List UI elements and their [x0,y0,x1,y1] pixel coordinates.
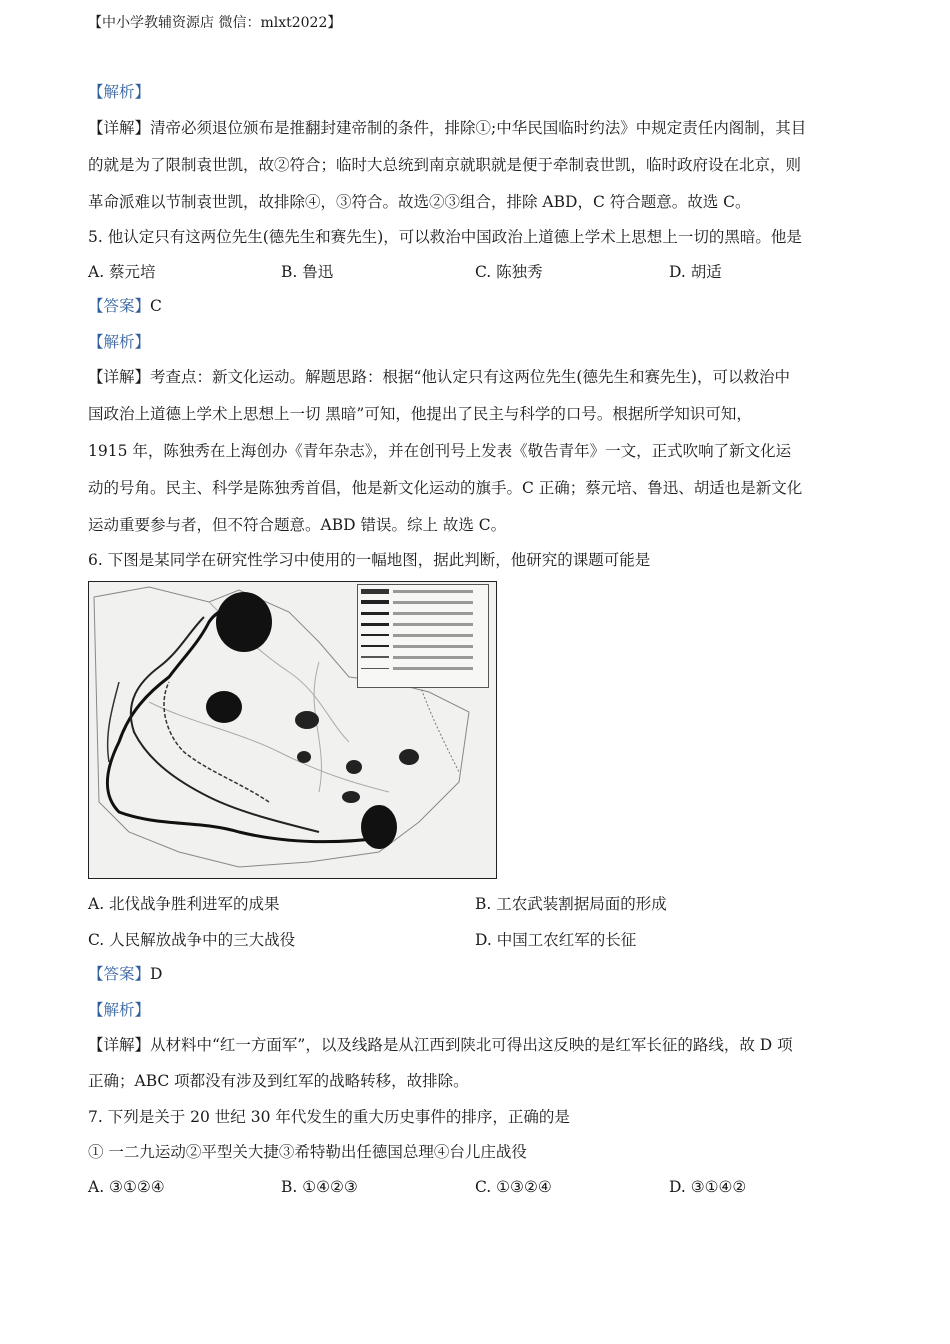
detail-text: 【详解】从材料中“红一方面军”，以及线路是从江西到陕北可得出这反映的是红军长征的路线，故 D 项 [88,1036,793,1054]
map-legend [357,584,489,688]
question-5: 5. 他认定只有这两位先生(德先生和赛先生)，可以救治中国政治上道德上学术上思想上一切的黑暗。他是 [88,228,802,246]
detail-text: 运动重要参与者，但不符合题意。ABD 错误。综上 故选 C。 [88,516,507,534]
detail-text: 的就是为了限制袁世凯，故②符合；临时大总统到南京就职就是便于牵制袁世凯，临时政府设在北京，则 [88,156,802,174]
analysis-label: 【解析】 [88,333,151,351]
answer-value: D [150,965,163,983]
q7-option-d: D. ③①④② [669,1178,747,1196]
detail-text: 1915 年，陈独秀在上海创办《青年杂志》，并在创刊号上发表《敬告青年》一文，正式吹响了新文化运 [88,442,792,460]
q6-option-b: B. 工农武装割据局面的形成 [475,895,667,913]
detail-text: 国政治上道德上学术上思想上一切 黑暗”可知，他提出了民主与科学的口号。根据所学知识可知， [88,405,752,423]
q6-option-c: C. 人民解放战争中的三大战役 [88,931,296,949]
answer-label: 【答案】D [88,965,163,983]
detail-text: 正确；ABC 项都没有涉及到红军的战略转移，故排除。 [88,1072,469,1090]
detail-text: 革命派难以节制袁世凯，故排除④，③符合。故选②③组合，排除 ABD，C 符合题意。故选 C。 [88,193,751,211]
question-7: 7. 下列是关于 20 世纪 30 年代发生的重大历史事件的排序，正确的是 [88,1108,570,1126]
answer-value: C [150,297,162,315]
page-header: 【中小学教辅资源店 微信：mlxt2022】 [88,15,342,31]
question-7-items: ① 一二九运动②平型关大捷③希特勒出任德国总理④台儿庄战役 [88,1143,527,1161]
detail-text: 【详解】考查点：新文化运动。解题思路：根据“他认定只有这两位先生(德先生和赛先生)，可以救治中 [88,368,791,386]
q6-option-d: D. 中国工农红军的长征 [475,931,637,949]
q5-option-b: B. 鲁迅 [281,263,334,281]
q5-option-a: A. 蔡元培 [88,263,156,281]
q7-option-c: C. ①③②④ [475,1178,552,1196]
question-6: 6. 下图是某同学在研究性学习中使用的一幅地图，据此判断，他研究的课题可能是 [88,551,651,569]
long-march-map [88,581,497,879]
detail-text: 【详解】清帝必须退位颁布是推翻封建帝制的条件，排除①;中华民国临时约法》中规定责任内阁制，其目 [88,119,807,137]
analysis-label: 【解析】 [88,83,151,101]
q7-option-a: A. ③①②④ [88,1178,165,1196]
q5-option-c: C. 陈独秀 [475,263,543,281]
answer-label: 【答案】C [88,297,162,315]
q6-option-a: A. 北伐战争胜利进军的成果 [88,895,280,913]
q7-option-b: B. ①④②③ [281,1178,358,1196]
analysis-label: 【解析】 [88,1001,151,1019]
detail-text: 动的号角。民主、科学是陈独秀首倡，他是新文化运动的旗手。C 正确；蔡元培、鲁迅、胡适也是新文化 [88,479,803,497]
q5-option-d: D. 胡适 [669,263,722,281]
